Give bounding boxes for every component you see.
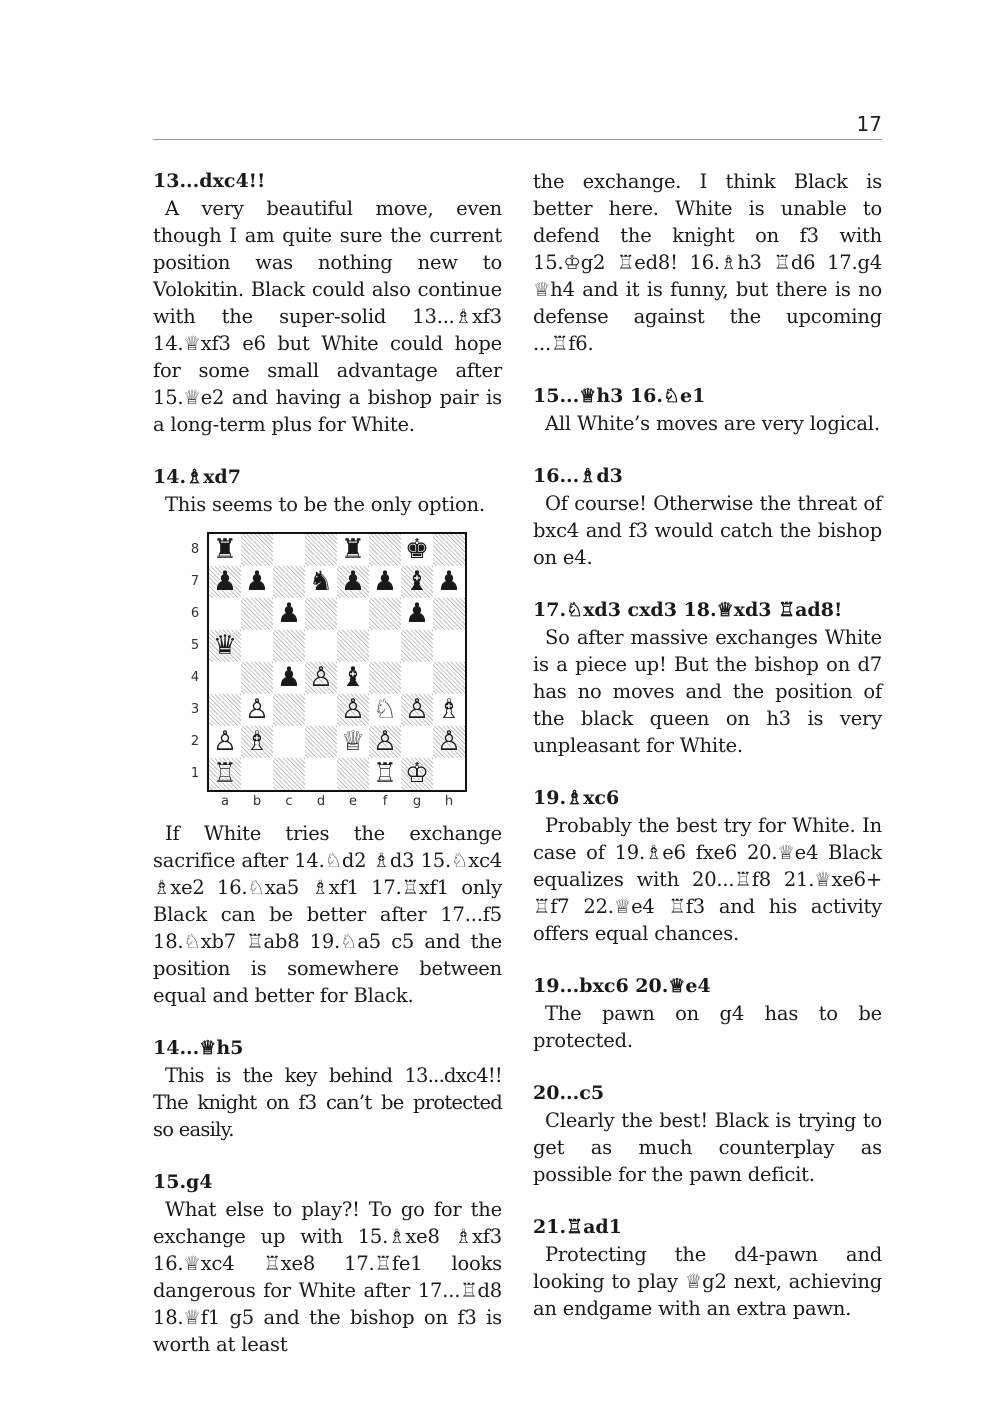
square-g4 xyxy=(401,662,433,694)
square-h5 xyxy=(433,630,465,662)
square-d4 xyxy=(305,662,337,694)
commentary-paragraph: If White tries the exchange sacrifice after 14.♘d2 ♗d3 15.♘xc4 ♗xe2 16.♘xa5 ♗xf1 17.♖xf1 only Black can be better after 17...f5 18.♘xb7 ♖ab8 19.♘a5 c5 and the position is somewhere between equal and better for Black. xyxy=(153,822,502,1007)
move-heading: 15...♕h3 16.♘e1 xyxy=(533,385,706,407)
move-heading: 15.g4 xyxy=(153,1171,213,1193)
square-f5 xyxy=(369,630,401,662)
chess-piece-a5: ♛ xyxy=(212,630,238,661)
square-a6 xyxy=(209,598,241,630)
section-20-c5 xyxy=(533,1080,882,1188)
chess-piece-e7: ♟ xyxy=(340,566,366,597)
chess-piece-g1: ♔ xyxy=(404,758,430,789)
chess-piece-b2: ♗ xyxy=(244,726,270,757)
chess-piece-a1: ♖ xyxy=(212,758,238,789)
square-b7 xyxy=(241,566,273,598)
chess-piece-b3: ♙ xyxy=(244,694,270,725)
section-14-bxd7 xyxy=(153,464,502,518)
file-label: c xyxy=(285,794,293,809)
square-h1 xyxy=(433,758,465,790)
square-a3 xyxy=(209,694,241,726)
chess-piece-d4: ♙ xyxy=(308,662,334,693)
file-label: d xyxy=(316,794,326,809)
square-g5 xyxy=(401,630,433,662)
move-heading: 20...c5 xyxy=(533,1082,605,1104)
chess-piece-h3: ♗ xyxy=(436,694,462,725)
chess-piece-g6: ♟ xyxy=(404,598,430,629)
rank-label: 1 xyxy=(190,766,200,781)
commentary-paragraph: This seems to be the only option. xyxy=(165,493,485,516)
square-f7 xyxy=(369,566,401,598)
square-b8 xyxy=(241,534,273,566)
chess-piece-b7: ♟ xyxy=(244,566,270,597)
chess-piece-c6: ♟ xyxy=(276,598,302,629)
square-h8 xyxy=(433,534,465,566)
square-a7 xyxy=(209,566,241,598)
rank-label: 5 xyxy=(190,638,200,653)
chess-piece-d7: ♞ xyxy=(308,566,334,597)
square-b1 xyxy=(241,758,273,790)
commentary-paragraph: Of course! Otherwise the threat of bxc4 and f3 would catch the bishop on e4. xyxy=(533,492,882,569)
square-e3 xyxy=(337,694,369,726)
rank-label: 4 xyxy=(190,670,200,685)
rank-label: 7 xyxy=(190,574,200,589)
square-d3 xyxy=(305,694,337,726)
square-f8 xyxy=(369,534,401,566)
square-f3 xyxy=(369,694,401,726)
square-c4 xyxy=(273,662,305,694)
file-label: h xyxy=(444,794,454,809)
section-13-dxc4 xyxy=(153,168,502,438)
chess-piece-a7: ♟ xyxy=(212,566,238,597)
rank-label: 2 xyxy=(190,734,200,749)
square-f2 xyxy=(369,726,401,758)
move-heading: 14...♕h5 xyxy=(153,1037,244,1059)
header-rule xyxy=(153,139,882,140)
square-d6 xyxy=(305,598,337,630)
square-d7 xyxy=(305,566,337,598)
move-heading: 19.♗xc6 xyxy=(533,787,620,809)
section-15-qh3 xyxy=(533,383,882,437)
square-b3 xyxy=(241,694,273,726)
section-21-rad1 xyxy=(533,1214,882,1322)
square-c3 xyxy=(273,694,305,726)
square-b5 xyxy=(241,630,273,662)
section-exchange-sacrifice xyxy=(153,820,502,1009)
chess-board xyxy=(207,532,467,792)
chess-piece-h7: ♟ xyxy=(436,566,462,597)
section-continuation xyxy=(533,168,882,357)
square-e5 xyxy=(337,630,369,662)
rank-label: 6 xyxy=(190,606,200,621)
commentary-paragraph: This is the key behind 13...dxc4!! The knight on f3 can’t be protected so easily. xyxy=(153,1064,502,1141)
section-17-nxd3 xyxy=(533,597,882,759)
square-e7 xyxy=(337,566,369,598)
section-19-bxc6-qe4 xyxy=(533,973,882,1054)
move-heading: 14.♗xd7 xyxy=(153,466,241,488)
file-label: f xyxy=(382,794,388,809)
square-c2 xyxy=(273,726,305,758)
square-h2 xyxy=(433,726,465,758)
square-d5 xyxy=(305,630,337,662)
chess-piece-a2: ♙ xyxy=(212,726,238,757)
square-d8 xyxy=(305,534,337,566)
square-c7 xyxy=(273,566,305,598)
commentary-paragraph: Clearly the best! Black is trying to get as much counterplay as possible for the pawn deficit. xyxy=(533,1109,882,1186)
file-label: b xyxy=(252,794,262,809)
right-column xyxy=(533,168,882,1348)
rank-label: 8 xyxy=(190,542,200,557)
commentary-paragraph: the exchange. I think Black is better here. White is unable to defend the knight on f3 with 15.♔g2 ♖ed8! 16.♗h3 ♖d6 17.g4 ♕h4 and it is funny, but there is no defense against the upcoming ...♖f6. xyxy=(533,170,882,355)
chess-piece-g3: ♙ xyxy=(404,694,430,725)
move-heading: 17.♘xd3 cxd3 18.♕xd3 ♖ad8! xyxy=(533,599,843,621)
square-e8 xyxy=(337,534,369,566)
square-a5 xyxy=(209,630,241,662)
square-f6 xyxy=(369,598,401,630)
square-c5 xyxy=(273,630,305,662)
chess-piece-g8: ♚ xyxy=(404,534,430,565)
square-g3 xyxy=(401,694,433,726)
chess-piece-f7: ♟ xyxy=(372,566,398,597)
rank-label: 3 xyxy=(190,702,200,717)
chess-piece-e3: ♙ xyxy=(340,694,366,725)
commentary-paragraph: So after massive exchanges White is a piece up! But the bishop on d7 has no moves and the position of the black queen on h3 is very unpleasant for White. xyxy=(533,626,882,757)
move-heading: 13...dxc4!! xyxy=(153,170,266,192)
square-e4 xyxy=(337,662,369,694)
commentary-paragraph: Probably the best try for White. In case of 19.♗e6 fxe6 20.♕e4 Black equalizes with 20...♖f8 21.♕xe6+ ♖f7 22.♕e4 ♖f3 and his activity offers equal chances. xyxy=(533,814,882,945)
square-b4 xyxy=(241,662,273,694)
square-h4 xyxy=(433,662,465,694)
square-g1 xyxy=(401,758,433,790)
section-15-g4 xyxy=(153,1169,502,1358)
page-number: 17 xyxy=(856,112,882,136)
chess-diagram xyxy=(189,532,462,812)
square-h6 xyxy=(433,598,465,630)
square-a1 xyxy=(209,758,241,790)
square-a4 xyxy=(209,662,241,694)
section-14-qh5 xyxy=(153,1035,502,1143)
chess-piece-f2: ♙ xyxy=(372,726,398,757)
move-heading: 16...♗d3 xyxy=(533,465,623,487)
square-e2 xyxy=(337,726,369,758)
square-a2 xyxy=(209,726,241,758)
square-h3 xyxy=(433,694,465,726)
chess-piece-c4: ♟ xyxy=(276,662,302,693)
square-a8 xyxy=(209,534,241,566)
chess-piece-a8: ♜ xyxy=(212,534,238,565)
square-c1 xyxy=(273,758,305,790)
commentary-paragraph: All White’s moves are very logical. xyxy=(545,412,880,435)
chess-piece-g7: ♝ xyxy=(404,566,430,597)
move-heading: 19...bxc6 20.♕e4 xyxy=(533,975,711,997)
chess-piece-e8: ♜ xyxy=(340,534,366,565)
square-c6 xyxy=(273,598,305,630)
section-19-bxc6 xyxy=(533,785,882,947)
chess-piece-h2: ♙ xyxy=(436,726,462,757)
square-e1 xyxy=(337,758,369,790)
file-label: e xyxy=(349,794,357,809)
square-c8 xyxy=(273,534,305,566)
square-g7 xyxy=(401,566,433,598)
square-b6 xyxy=(241,598,273,630)
move-heading: 21.♖ad1 xyxy=(533,1216,622,1238)
commentary-paragraph: A very beautiful move, even though I am quite sure the current position was nothing new to Volokitin. Black could also continue with the super-solid 13...♗xf3 14.♕xf3 e6 but White could hope for some small advantage after 15.♕e2 and having a bishop pair is a long-term plus for White. xyxy=(153,197,502,436)
chess-piece-f1: ♖ xyxy=(372,758,398,789)
chess-piece-e2: ♕ xyxy=(340,726,366,757)
square-f4 xyxy=(369,662,401,694)
section-16-bd3 xyxy=(533,463,882,571)
square-b2 xyxy=(241,726,273,758)
square-e6 xyxy=(337,598,369,630)
square-h7 xyxy=(433,566,465,598)
commentary-paragraph: The pawn on g4 has to be protected. xyxy=(533,1002,882,1052)
chess-piece-e4: ♝ xyxy=(340,662,366,693)
commentary-paragraph: Protecting the d4-pawn and looking to play ♕g2 next, achieving an endgame with an extra pawn. xyxy=(533,1243,882,1320)
left-column xyxy=(153,168,502,1384)
square-g2 xyxy=(401,726,433,758)
square-d1 xyxy=(305,758,337,790)
chess-piece-f3: ♘ xyxy=(372,694,398,725)
square-d2 xyxy=(305,726,337,758)
square-g6 xyxy=(401,598,433,630)
square-f1 xyxy=(369,758,401,790)
file-label: g xyxy=(412,794,422,809)
file-label: a xyxy=(221,794,229,809)
square-g8 xyxy=(401,534,433,566)
commentary-paragraph: What else to play?! To go for the exchange up with 15.♗xe8 ♗xf3 16.♕xc4 ♖xe8 17.♖fe1 looks dangerous for White after 17...♖d8 18.♕f1 g5 and the bishop on f3 is worth at least xyxy=(153,1198,502,1356)
